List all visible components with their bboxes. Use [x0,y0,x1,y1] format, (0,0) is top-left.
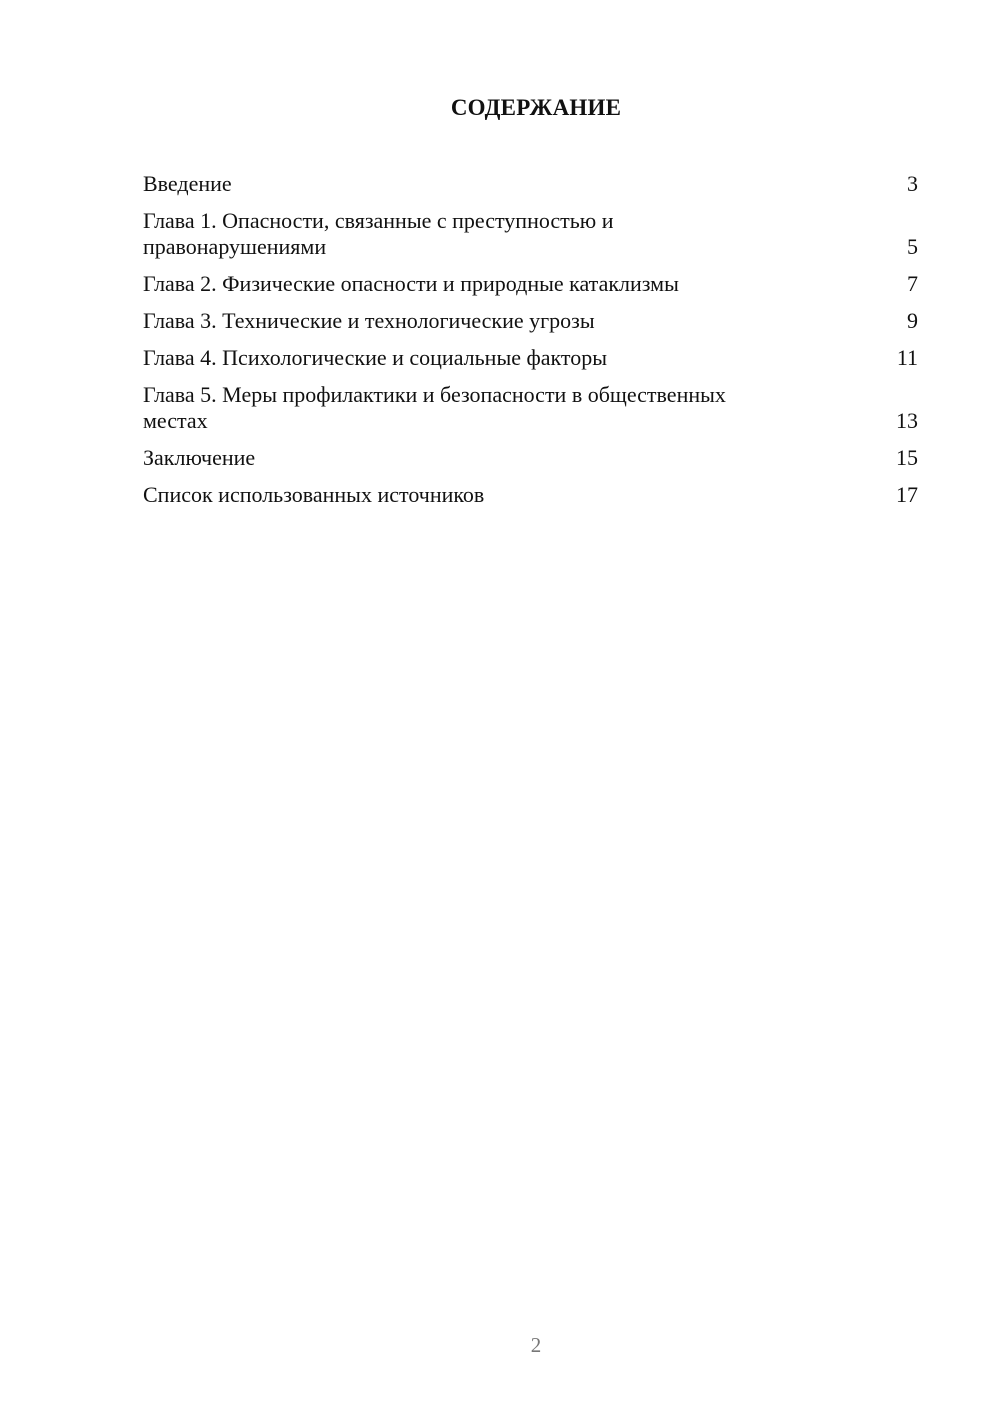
toc-entry-chapter-4 [143,345,918,371]
toc-entry-title: Глава 2. Физические опасности и природные катаклизмы [143,271,679,296]
page-number: 2 [530,1333,542,1357]
toc-entry-page: 7 [907,271,918,296]
toc-entry-title: Глава 3. Технические и технологические угрозы [143,308,595,333]
toc-entry-title: Глава 5. Меры профилактики и безопасности в общественных местах [143,382,726,433]
toc-entry-title: Глава 1. Опасности, связанные с преступностью и правонарушениями [143,208,614,259]
table-of-contents [143,171,918,519]
toc-entry-page: 15 [896,445,918,470]
toc-entry-chapter-1 [143,208,918,260]
toc-entry-page: 13 [896,408,918,433]
toc-entry-chapter-5 [143,382,918,434]
toc-entry-introduction [143,171,918,197]
toc-entry-page: 5 [907,234,918,259]
page-title: СОДЕРЖАНИЕ [450,95,622,120]
toc-entry-chapter-2 [143,271,918,297]
toc-entry-conclusion [143,445,918,471]
toc-entry-page: 3 [907,171,918,196]
toc-entry-page: 11 [896,345,918,370]
toc-entry-title: Заключение [143,445,256,470]
toc-entry-title: Глава 4. Психологические и социальные факторы [143,345,608,370]
toc-entry-chapter-3 [143,308,918,334]
toc-entry-title: Введение [143,171,232,196]
toc-entry-title: Список использованных источников [143,482,485,507]
toc-entry-page: 17 [896,482,918,507]
toc-entry-references [143,482,918,508]
toc-entry-page: 9 [907,308,918,333]
